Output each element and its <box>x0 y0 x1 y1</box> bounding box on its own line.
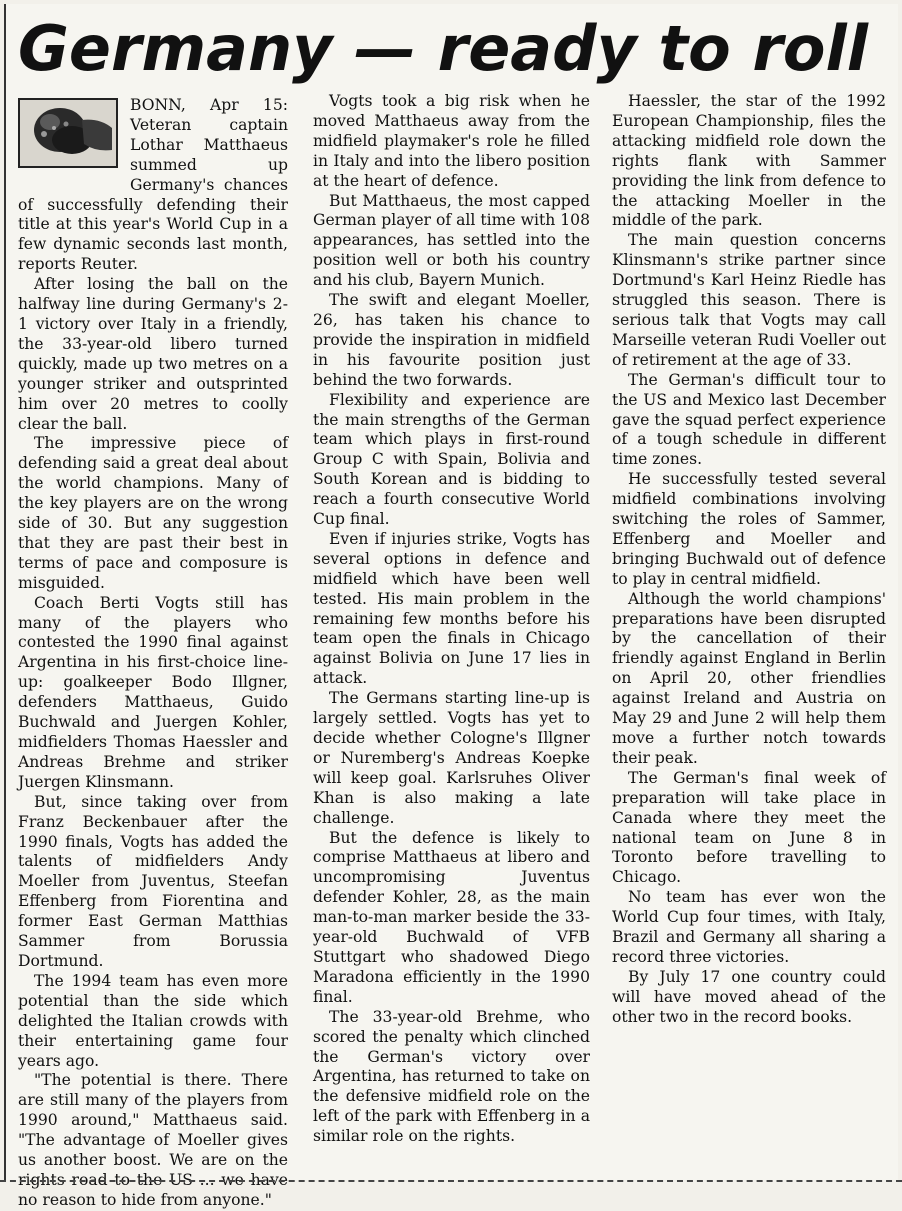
paragraph: The 1994 team has even more potential than the side which delighted the Italian crowds with their entertaining game four years ago. <box>18 971 288 1070</box>
clipping-cut-line <box>0 1180 902 1182</box>
article-column-3 <box>612 92 886 1174</box>
paragraph: Flexibility and experience are the main strengths of the German team which plays in first-round Group C with Spain, Bolivia and South Korean and is bidding to reach a fourth consecutive World Cup final. <box>313 390 590 529</box>
paragraph: After losing the ball on the halfway line during Germany's 2-1 victory over Italy in a friendly, the 33-year-old libero turned quickly, made up two metres on a younger striker and outsprinted him over 20 metres to coolly clear the ball. <box>18 275 288 433</box>
paragraph: The 33-year-old Brehme, who scored the penalty which clinched the German's victory over Argentina, has returned to take on the defensive midfield role on the left of the park with Effenberg in a similar role on the rights. <box>313 1007 590 1146</box>
paragraph: The swift and elegant Moeller, 26, has taken his chance to provide the inspiration in midfield in his favourite position just behind the two forwards. <box>313 291 590 389</box>
article-column-2 <box>313 92 590 1174</box>
paragraph: The impressive piece of defending said a great deal about the world champions. Many of the key players are on the wrong side of 30. But any suggestion that they are past their best in terms of pace and composure is misguided. <box>18 434 288 592</box>
paragraph: Coach Berti Vogts still has many of the players who contested the 1990 final against Argentina in his first-choice line-up: goalkeeper Bodo Illgner, defenders Matthaeus, Guido Buchwald and Juergen Kohler, midfielders Thomas Haessler and Andreas Brehme and striker Juergen Klinsmann. <box>18 593 288 791</box>
paragraph: Vogts took a big risk when he moved Matthaeus away from the midfield playmaker's role he filled in Italy and into the libero position at the heart of defence. <box>313 92 590 190</box>
paragraph: But, since taking over from Franz Beckenbauer after the 1990 finals, Vogts has added the talents of midfielders Andy Moeller from Juventus, Steefan Effenberg from Fiorentina and former East German Matthias Sammer from Borussia Dortmund. <box>18 792 288 970</box>
paragraph: Even if injuries strike, Vogts has several options in defence and midfield which have been well tested. His main problem in the remaining few months before his team open the finals in Chicago against Bolivia on June 17 lies in attack. <box>313 529 590 688</box>
paragraph: Haessler, the star of the 1992 European Championship, files the attacking midfield role down the rights flank with Sammer providing the link from defence to the attacking Moeller in the middle of the park. <box>612 92 886 230</box>
player-portrait-icon <box>20 100 116 166</box>
paragraph: BONN, Apr 15: Veteran captain Lothar Matthaeus summed up Germany's chances of successfully defending their title at this year's World Cup in a few dynamic seconds last month, reports Reuter. <box>18 96 288 274</box>
photo-frame <box>18 98 118 168</box>
paragraph: Although the world champions' preparations have been disrupted by the cancellation of their friendly against England in Berlin on April 20, other friendlies against Ireland and Austria on May 29 and June 2 will help them move a further notch towards their peak. <box>612 589 886 767</box>
paragraph: The German's difficult tour to the US and Mexico last December gave the squad perfect experience of a tough schedule in different time zones. <box>612 370 886 469</box>
paragraph: The German's final week of preparation will take place in Canada where they meet the national team on June 8 in Toronto before travelling to Chicago. <box>612 768 886 887</box>
paragraph: But the defence is likely to comprise Matthaeus at libero and uncompromising Juventus defender Kohler, 28, as the main man-to-man marker beside the 33-year-old Buchwald of VFB Stuttgart who shadowed Diego Maradona efficiently in the 1990 final. <box>313 828 590 1006</box>
article-column-1 <box>18 96 288 1209</box>
headline: Germany — ready to roll <box>18 12 869 85</box>
paragraph: The main question concerns Klinsmann's strike partner since Dortmund's Karl Heinz Riedle has struggled this season. There is serious talk that Vogts may call Marseille veteran Rudi Voeller out of retirement at the age of 33. <box>612 231 886 369</box>
paragraph: He successfully tested several midfield combinations involving switching the roles of Sammer, Effenberg and Moeller and bringing Buchwald out of defence to play in central midfield. <box>612 470 886 588</box>
paragraph: "The potential is there. There are still many of the players from 1990 around," Matthaeus said. "The advantage of Moeller gives us another boost. We are on the rights road to the US ... we have no reason to hide from anyone." <box>18 1071 288 1209</box>
mugshot-photo <box>18 98 118 190</box>
paragraph: By July 17 one country could will have moved ahead of the other two in the record books. <box>612 967 886 1026</box>
paragraph: But Matthaeus, the most capped German player of all time with 108 appearances, has settled into the position well or both his country and his club, Bayern Munich. <box>313 191 590 290</box>
paragraph: The Germans starting line-up is largely settled. Vogts has yet to decide whether Cologne's Illgner or Nuremberg's Andreas Koepke will keep goal. Karlsruhes Oliver Khan is also making a late challenge. <box>313 689 590 827</box>
paragraph: No team has ever won the World Cup four times, with Italy, Brazil and Germany all sharing a record three victories. <box>612 888 886 966</box>
